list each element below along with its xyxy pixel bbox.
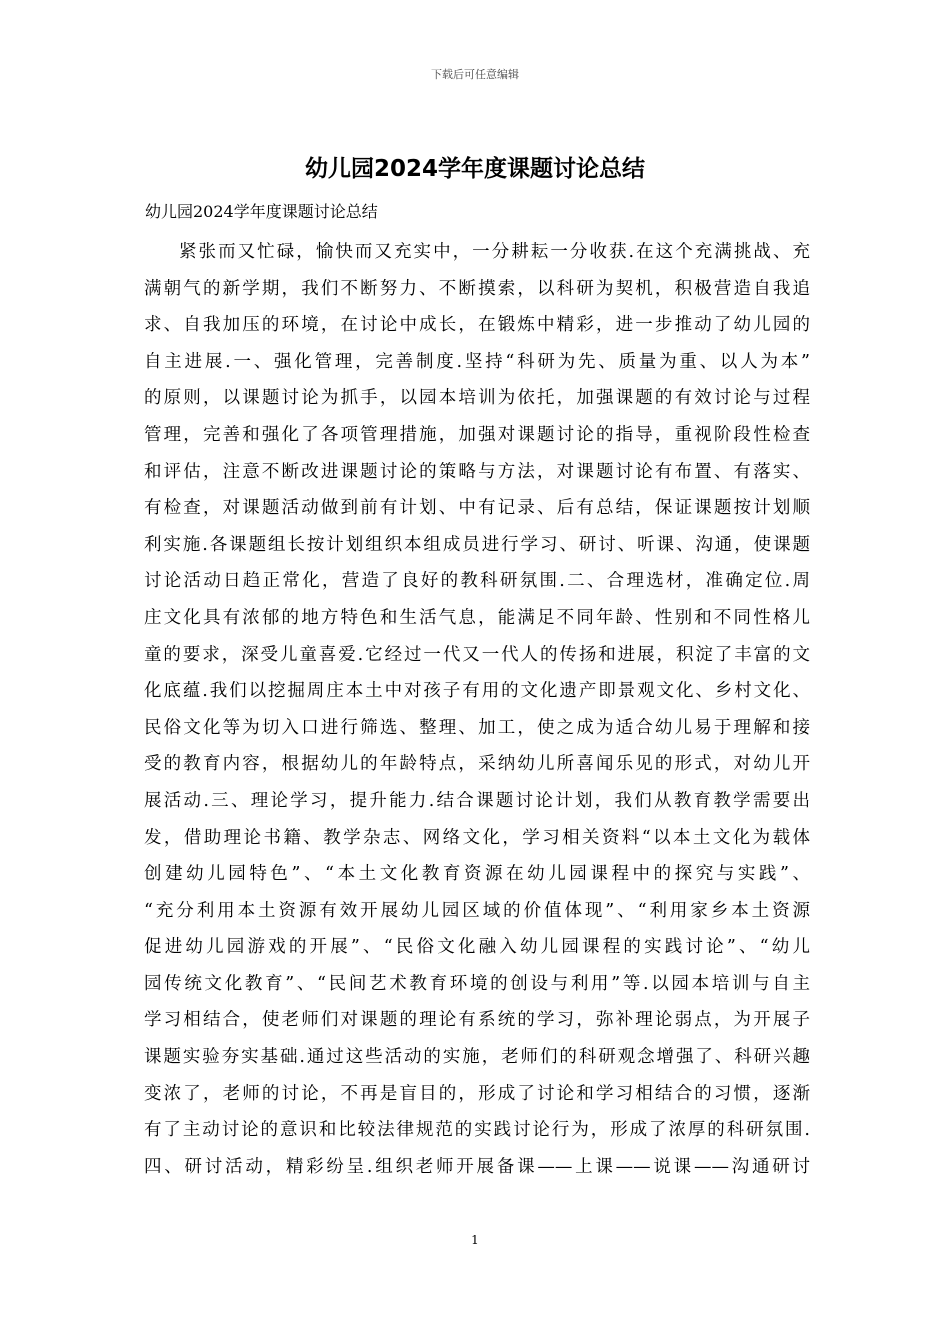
body-line: 童的要求，深受儿童喜爱.它经过一代又一代人的传扬和进展，积淀了丰富的文	[144, 644, 810, 665]
body-line: 发，借助理论书籍、教学杂志、网络文化，学习相关资料“以本土文化为载体	[144, 827, 810, 848]
body-line: 求、自我加压的环境，在讨论中成长，在锻炼中精彩，进一步推动了幼儿园的	[144, 315, 810, 336]
body-line: 变浓了，老师的讨论，不再是盲目的，形成了讨论和学习相结合的习惯，逐渐	[144, 1083, 810, 1104]
document-body	[144, 234, 810, 1185]
body-line: 的原则，以课题讨论为抓手，以园本培训为依托，加强课题的有效讨论与过程	[144, 388, 810, 409]
body-line: 促进幼儿园游戏的开展”、“民俗文化融入幼儿园课程的实践讨论”、“幼儿	[144, 937, 810, 958]
body-line: 有检查，对课题活动做到前有计划、中有记录、后有总结，保证课题按计划顺	[144, 498, 810, 519]
document-title: 幼儿园2024学年度课题讨论总结	[304, 156, 645, 182]
body-line: 学习相结合，使老师们对课题的理论有系统的学习，弥补理论弱点，为开展子	[144, 1010, 810, 1031]
body-line: 紧张而又忙碌，愉快而又充实中，一分耕耘一分收获.在这个充满挑战、充	[179, 242, 810, 262]
body-line: 讨论活动日趋正常化，营造了良好的教科研氛围.二、合理选材，准确定位.周	[144, 571, 810, 592]
body-line: 自主进展.一、强化管理，完善制度.坚持“科研为先、质量为重、以人为本”	[144, 351, 810, 372]
page-header: 下载后可任意编辑	[431, 68, 519, 81]
body-line: 创建幼儿园特色”、“本土文化教育资源在幼儿园课程中的探究与实践”、	[144, 864, 810, 885]
body-line: 四、研讨活动，精彩纷呈.组织老师开展备课——上课——说课——沟通研讨	[144, 1156, 810, 1177]
body-line: 园传统文化教育”、“民间艺术教育环境的创设与利用”等.以园本培训与自主	[144, 973, 810, 994]
body-line: 利实施.各课题组长按计划组织本组成员进行学习、研讨、听课、沟通，使课题	[144, 534, 810, 555]
body-line: 受的教育内容，根据幼儿的年龄特点，采纳幼儿所喜闻乐见的形式，对幼儿开	[144, 754, 810, 775]
page-number: 1	[471, 1233, 479, 1247]
body-line: 化底蕴.我们以挖掘周庄本土中对孩子有用的文化遗产即景观文化、乡村文化、	[144, 681, 810, 702]
body-line: 满朝气的新学期，我们不断努力、不断摸索，以科研为契机，积极营造自我追	[144, 278, 810, 299]
body-line: 和评估，注意不断改进课题讨论的策略与方法，对课题讨论有布置、有落实、	[144, 461, 810, 482]
body-line: 庄文化具有浓郁的地方特色和生活气息，能满足不同年龄、性别和不同性格儿	[144, 607, 810, 628]
body-line: “充分利用本土资源有效开展幼儿园区域的价值体现”、“利用家乡本土资源	[144, 900, 810, 921]
body-line: 管理，完善和强化了各项管理措施，加强对课题讨论的指导，重视阶段性检查	[144, 424, 810, 445]
body-line: 民俗文化等为切入口进行筛选、整理、加工，使之成为适合幼儿易于理解和接	[144, 717, 810, 738]
document-subtitle: 幼儿园2024学年度课题讨论总结	[145, 202, 378, 221]
body-line: 课题实验夯实基础.通过这些活动的实施，老师们的科研观念增强了、科研兴趣	[144, 1047, 810, 1068]
body-line: 展活动.三、理论学习，提升能力.结合课题讨论计划，我们从教育教学需要出	[144, 790, 810, 811]
body-line: 有了主动讨论的意识和比较法律规范的实践讨论行为，形成了浓厚的科研氛围.	[144, 1120, 810, 1141]
